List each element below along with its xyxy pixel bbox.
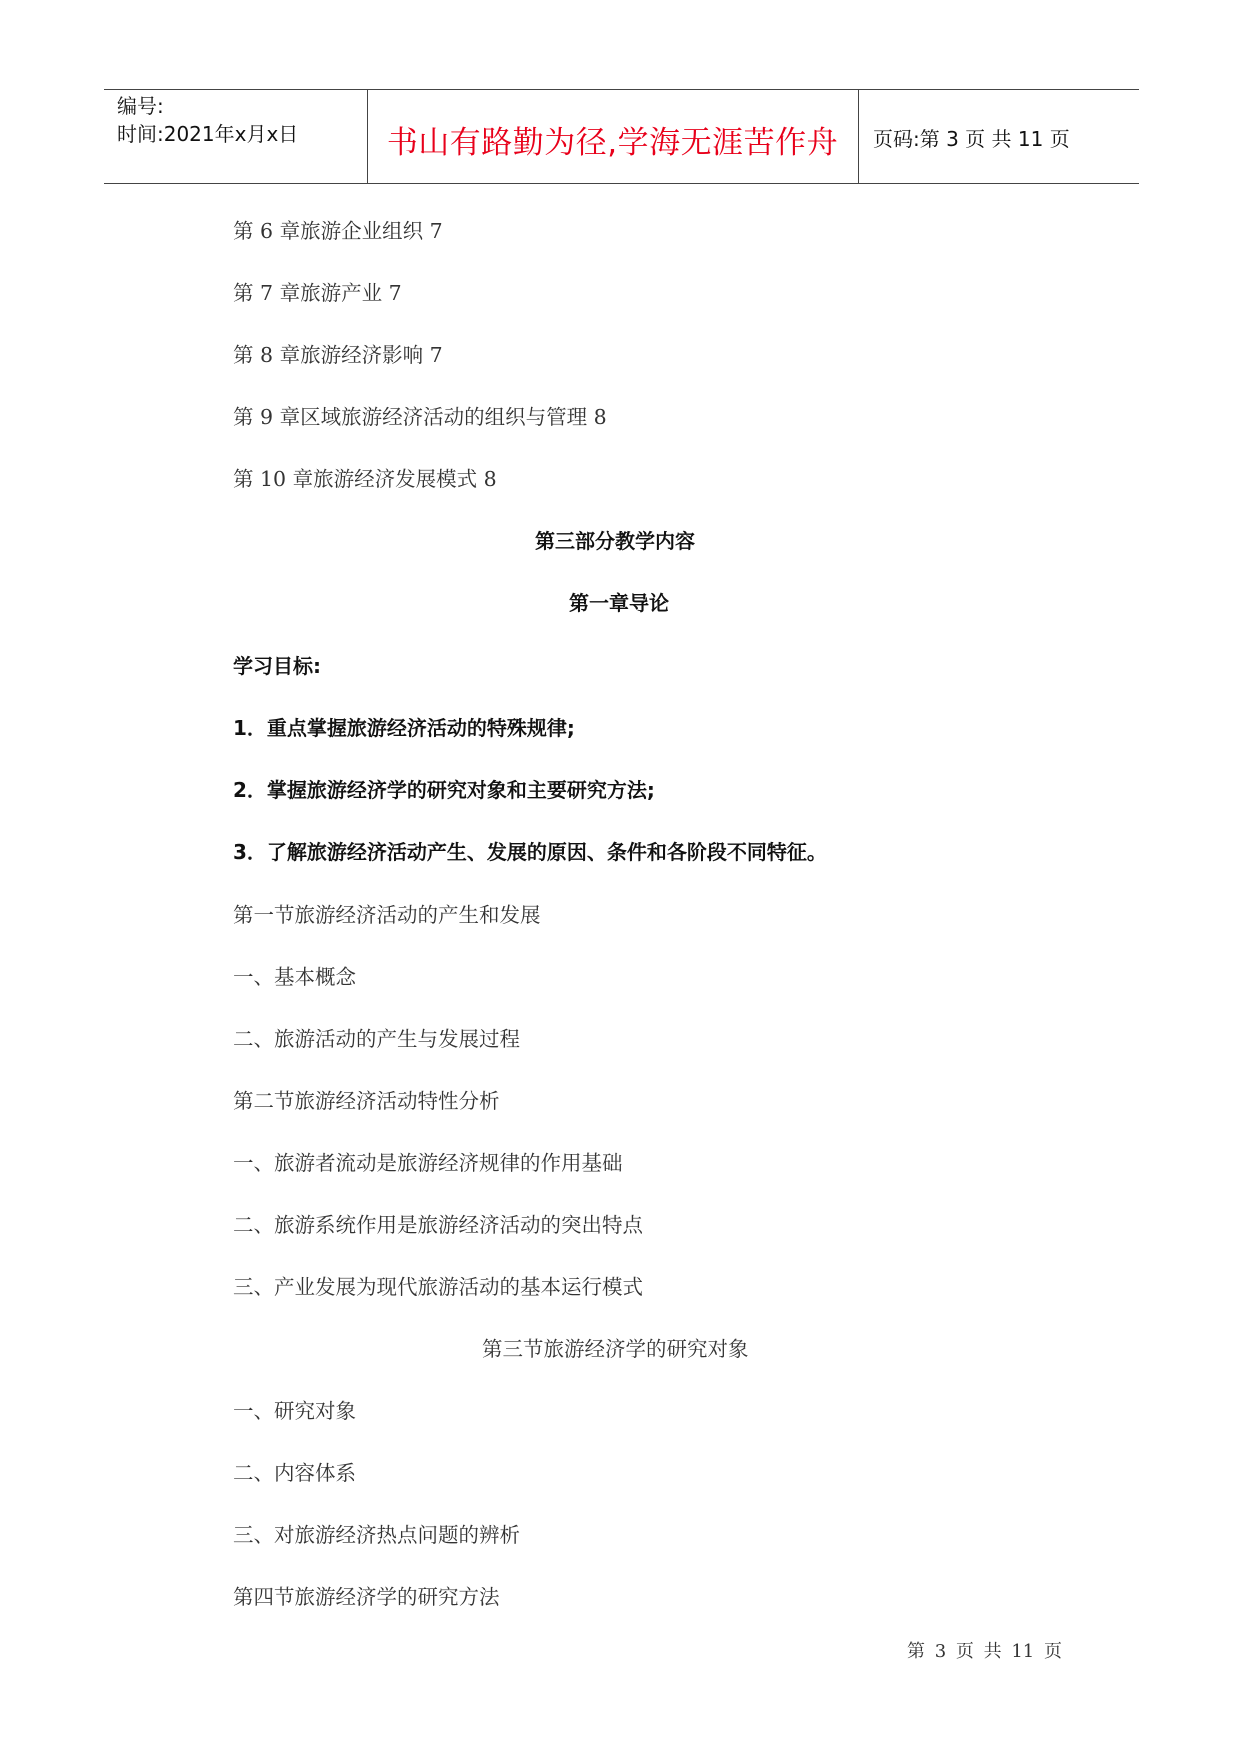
header-motto: 书山有路勤为径,学海无涯苦作舟: [386, 125, 839, 161]
section-2-item: 一、旅游者流动是旅游经济规律的作用基础: [233, 1151, 623, 1175]
toc-item: 第 10 章旅游经济发展模式 8: [233, 467, 497, 491]
toc-item: 第 9 章区域旅游经济活动的组织与管理 8: [233, 405, 607, 429]
page-footer: 第 3 页 共 11 页: [907, 1641, 1062, 1662]
section-3-item: 三、对旅游经济热点问题的辨析: [233, 1523, 520, 1547]
objective-item: 1．重点掌握旅游经济活动的特殊规律;: [233, 716, 575, 740]
toc-item: 第 7 章旅游产业 7: [233, 281, 402, 305]
section-3-item: 二、内容体系: [233, 1461, 356, 1485]
part-title: 第三部分教学内容: [535, 529, 695, 553]
header-meta: [117, 92, 298, 148]
toc-item: 第 8 章旅游经济影响 7: [233, 343, 443, 367]
objective-item: 2．掌握旅游经济学的研究对象和主要研究方法;: [233, 778, 655, 802]
section-4-title: 第四节旅游经济学的研究方法: [233, 1585, 500, 1609]
section-1-item: 一、基本概念: [233, 965, 356, 989]
objectives-heading: 学习目标:: [233, 654, 321, 678]
header-number-label: 编号:: [117, 94, 164, 118]
section-3-item: 一、研究对象: [233, 1399, 356, 1423]
chapter-title: 第一章导论: [569, 591, 669, 615]
header-top-rule: [104, 89, 1139, 90]
objective-item: 3．了解旅游经济活动产生、发展的原因、条件和各阶段不同特征。: [233, 840, 827, 864]
header-bottom-rule: [104, 183, 1139, 184]
header-page-label: 页码:第 3 页 共 11 页: [873, 127, 1070, 151]
section-3-title: 第三节旅游经济学的研究对象: [482, 1337, 749, 1361]
section-2-item: 三、产业发展为现代旅游活动的基本运行模式: [233, 1275, 643, 1299]
section-1-title: 第一节旅游经济活动的产生和发展: [233, 903, 541, 927]
section-2-title: 第二节旅游经济活动特性分析: [233, 1089, 500, 1113]
section-1-item: 二、旅游活动的产生与发展过程: [233, 1027, 520, 1051]
section-2-item: 二、旅游系统作用是旅游经济活动的突出特点: [233, 1213, 643, 1237]
header-time-label: 时间:2021年x月x日: [117, 122, 299, 146]
toc-item: 第 6 章旅游企业组织 7: [233, 219, 443, 243]
header-divider-right: [858, 89, 859, 183]
